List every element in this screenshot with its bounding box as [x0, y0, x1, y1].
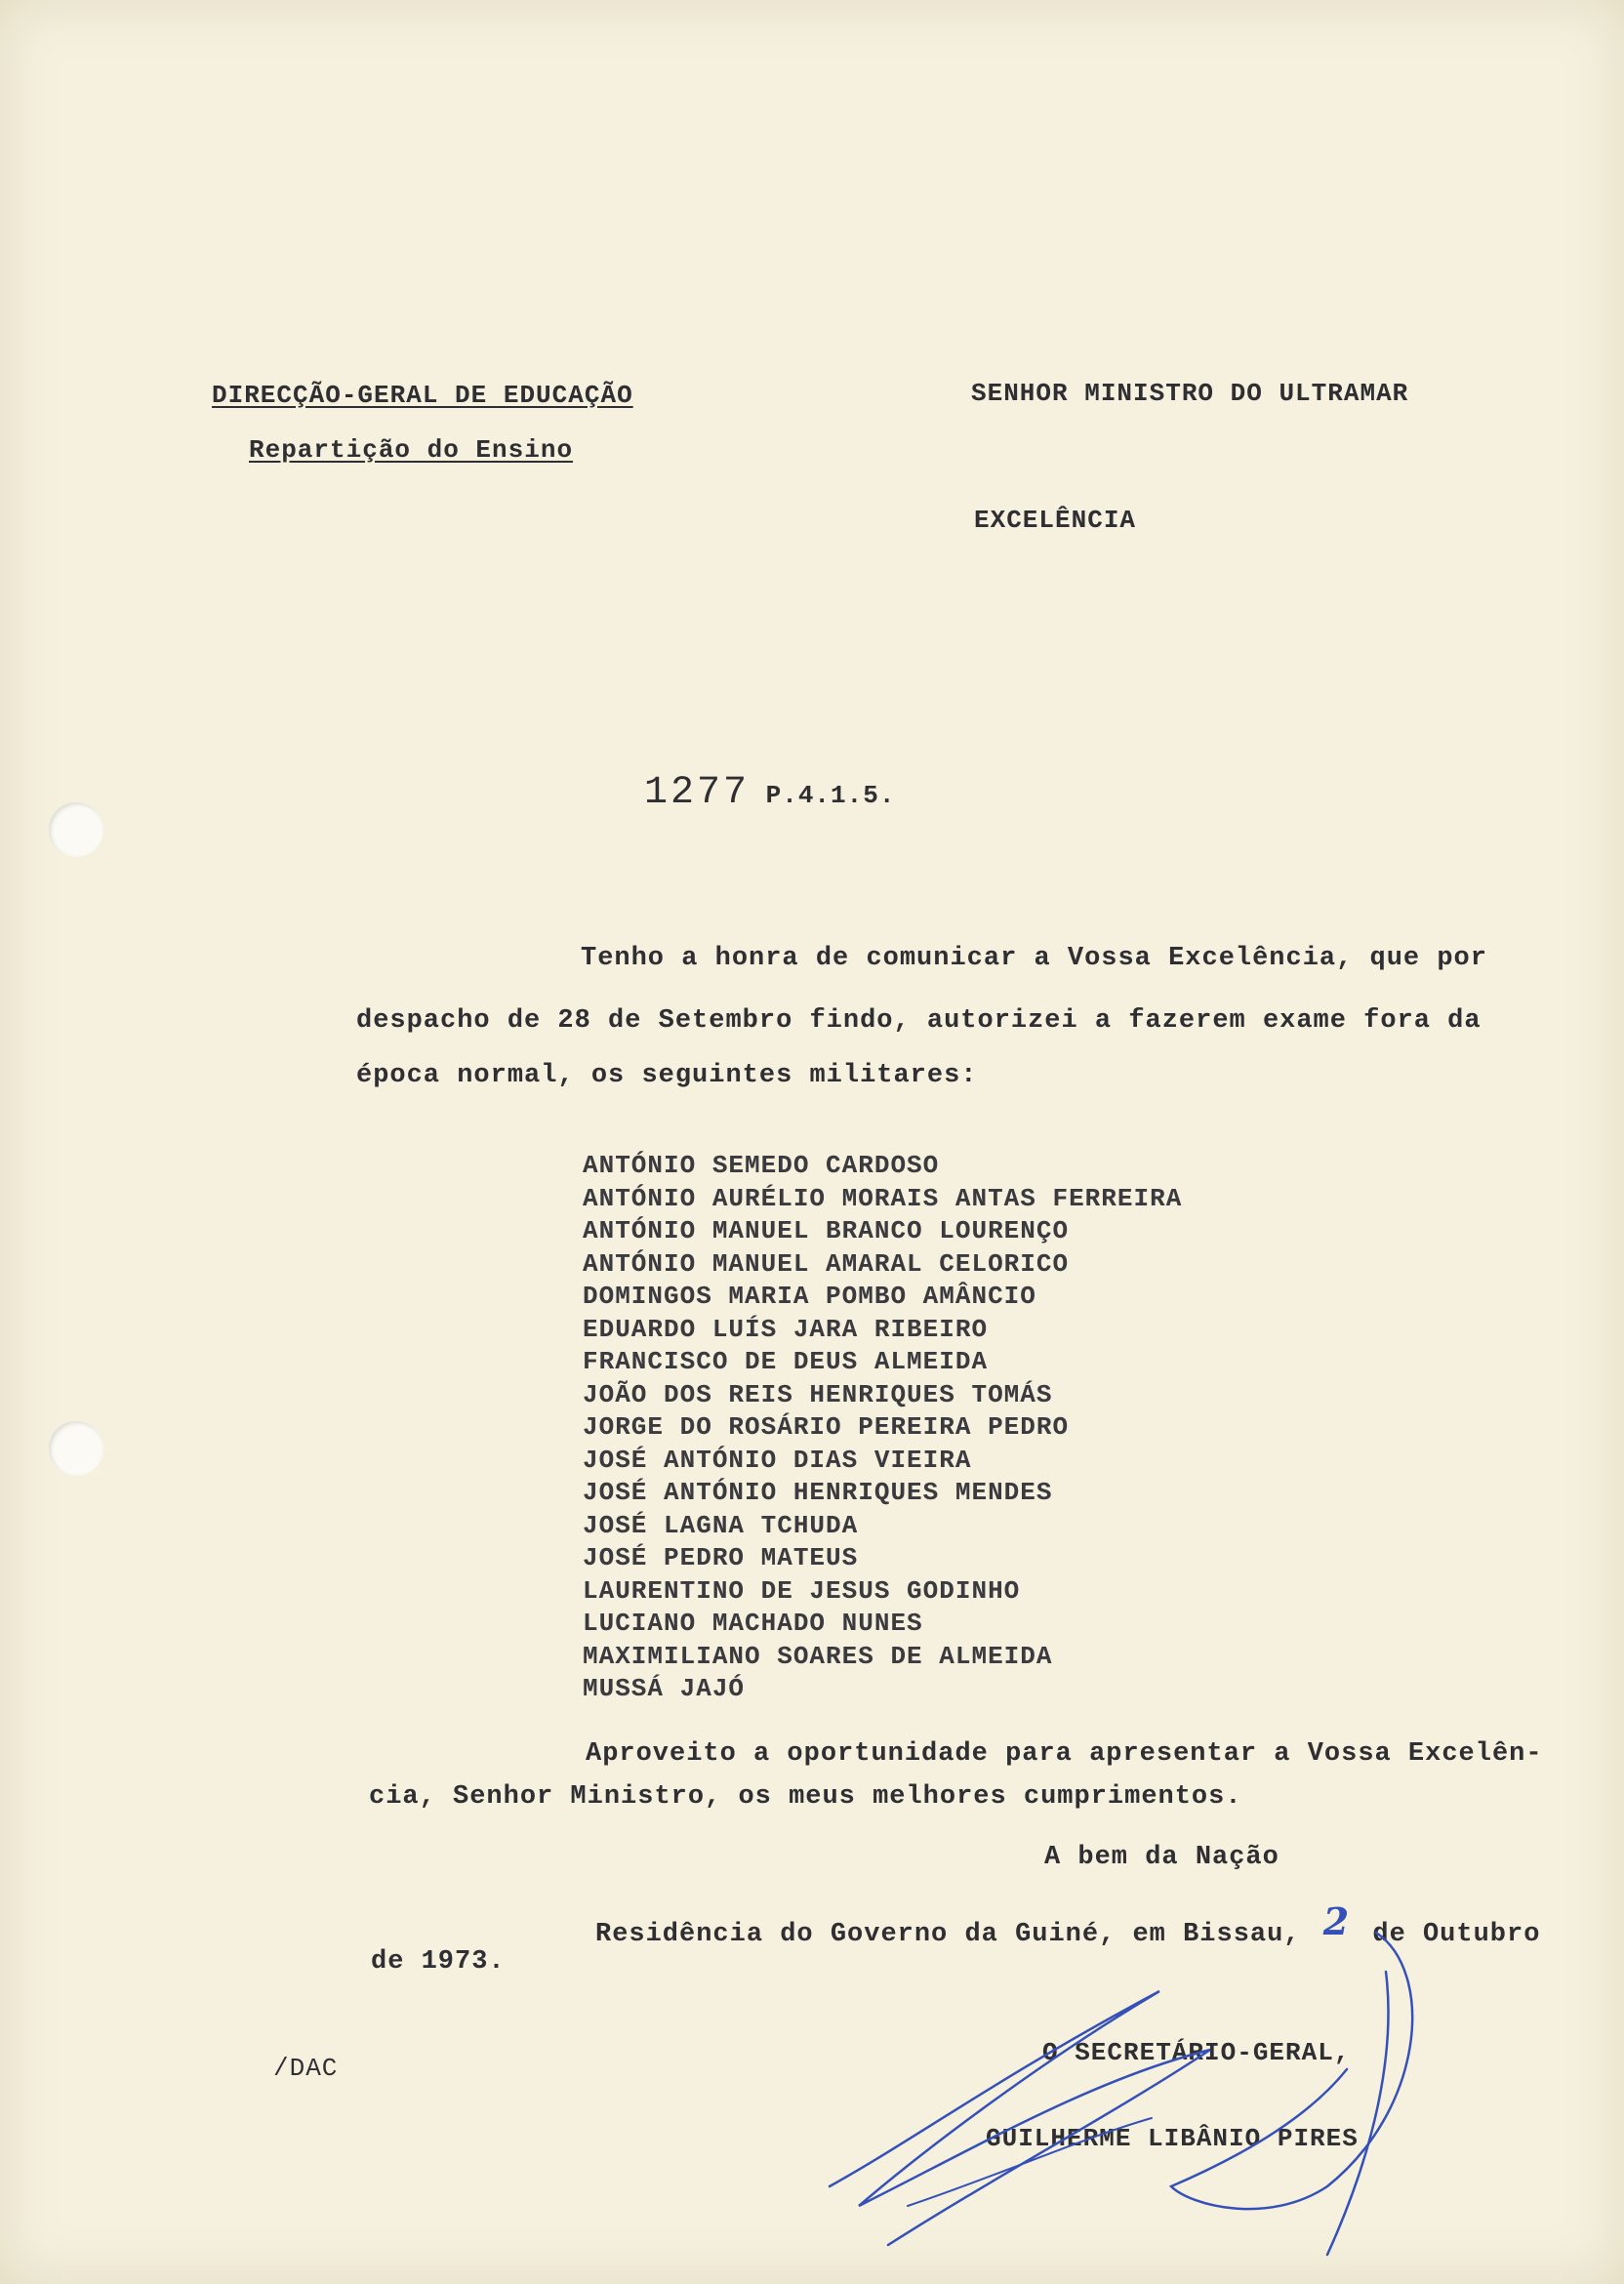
salutation: EXCELÊNCIA	[974, 506, 1137, 535]
names-list	[583, 1150, 1182, 1706]
section-heading: Repartição do Ensino	[249, 435, 574, 465]
paragraph-1-line-2: despacho de 28 de Setembro findo, autorizei a fazerem exame fora da	[356, 1006, 1482, 1036]
paragraph-2-line-2: cia, Senhor Ministro, os meus melhores cumprimentos.	[369, 1782, 1242, 1812]
list-item: ANTÓNIO AURÉLIO MORAIS ANTAS FERREIRA	[583, 1183, 1183, 1213]
paragraph-1-line-1: Tenho a honra de comunicar a Vossa Excelência, que por	[581, 944, 1487, 973]
list-item: ANTÓNIO MANUEL BRANCO LOURENÇO	[583, 1216, 1070, 1245]
place-prefix: Residência do Governo da Guiné, em Bissau,	[595, 1920, 1301, 1949]
handwritten-day: 2	[1322, 1899, 1351, 1943]
list-item: ANTÓNIO SEMEDO CARDOSO	[583, 1151, 940, 1180]
typist-initials: /DAC	[273, 2054, 339, 2083]
reference-code: P.4.1.5.	[765, 781, 896, 810]
signature-scribble	[800, 1913, 1503, 2264]
punch-hole-top	[49, 802, 103, 857]
paragraph-1-line-3: época normal, os seguintes militares:	[356, 1061, 978, 1090]
list-item: MAXIMILIANO SOARES DE ALMEIDA	[583, 1641, 1053, 1671]
list-item: ANTÓNIO MANUEL AMARAL CELORICO	[583, 1248, 1070, 1279]
punch-hole-bottom	[49, 1421, 103, 1476]
list-item: JOSÉ ANTÓNIO HENRIQUES MENDES	[583, 1478, 1053, 1507]
list-item: JORGE DO ROSÁRIO PEREIRA PEDRO	[583, 1412, 1070, 1442]
list-item: JOSÉ ANTÓNIO DIAS VIEIRA	[583, 1445, 972, 1475]
list-item: MUSSÁ JAJÓ	[583, 1674, 746, 1703]
closing-motto: A bem da Nação	[1044, 1843, 1279, 1872]
reference-number: 1277	[644, 771, 751, 815]
year-line: de 1973.	[371, 1947, 506, 1977]
department-heading: DIRECÇÃO-GERAL DE EDUCAÇÃO	[212, 381, 633, 410]
list-item: EDUARDO LUÍS JARA RIBEIRO	[583, 1314, 989, 1344]
list-item: JOSÉ LAGNA TCHUDA	[583, 1510, 859, 1540]
list-item: LAURENTINO DE JESUS GODINHO	[583, 1575, 1021, 1606]
reference-line	[644, 771, 895, 815]
paragraph-2-line-1: Aproveito a oportunidade para apresentar a Vossa Excelên-	[586, 1739, 1543, 1769]
list-item: LUCIANO MACHADO NUNES	[583, 1609, 923, 1638]
addressee: SENHOR MINISTRO DO ULTRAMAR	[971, 379, 1409, 408]
list-item: DOMINGOS MARIA POMBO AMÂNCIO	[583, 1282, 1036, 1311]
list-item: JOSÉ PEDRO MATEUS	[583, 1543, 859, 1572]
place-suffix: de Outubro	[1372, 1920, 1541, 1949]
list-item: FRANCISCO DE DEUS ALMEIDA	[583, 1347, 989, 1376]
list-item: JOÃO DOS REIS HENRIQUES TOMÁS	[583, 1379, 1053, 1409]
signer-name: GUILHERME LIBÂNIO PIRES	[986, 2124, 1359, 2153]
signer-title: O SECRETÁRIO-GERAL,	[1042, 2038, 1351, 2067]
